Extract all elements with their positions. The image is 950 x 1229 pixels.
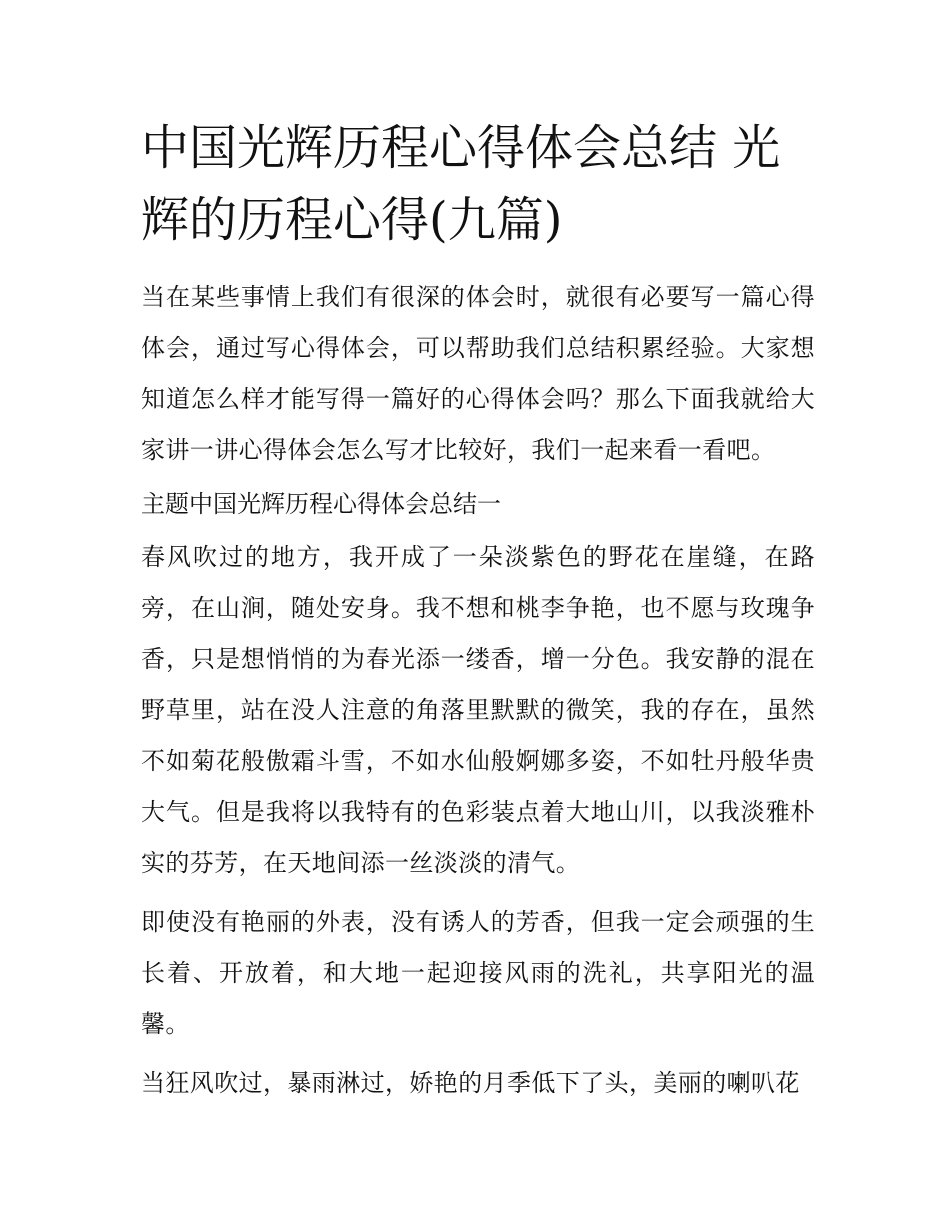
section-heading: 主题中国光辉历程心得体会总结一 <box>141 490 501 518</box>
body-paragraph-2: 即使没有艳丽的外表，没有诱人的芳香，但我一定会顽强的生长着、开放着，和大地一起迎接风雨的洗礼，共享阳光的温馨。 <box>141 908 815 1038</box>
body-paragraph-3: 当狂风吹过，暴雨淋过，娇艳的月季低下了头，美丽的喇叭花 <box>141 1069 800 1097</box>
body-paragraph-1: 春风吹过的地方，我开成了一朵淡紫色的野花在崖缝，在路旁，在山涧，随处安身。我不想和桃李争艳，也不愿与玫瑰争香，只是想悄悄的为春光添一缕香，增一分色。我安静的混在野草里，站在没人注意的角落里默默的微笑，我的存在，虽然不如菊花般傲霜斗雪，不如水仙般婀娜多姿，不如牡丹般华贵大气。但是我将以我特有的色彩装点着大地山川，以我淡雅朴实的芬芳，在天地间添一丝淡淡的清气。 <box>141 543 815 877</box>
intro-paragraph: 当在某些事情上我们有很深的体会时，就很有必要写一篇心得体会，通过写心得体会，可以帮助我们总结积累经验。大家想知道怎么样才能写得一篇好的心得体会吗？那么下面我就给大家讲一讲心得体会怎么写才比较好，我们一起来看一看吧。 <box>141 283 815 464</box>
document-title: 中国光辉历程心得体会总结 光辉的历程心得(九篇) <box>141 120 781 248</box>
document-body <box>141 272 815 1109</box>
